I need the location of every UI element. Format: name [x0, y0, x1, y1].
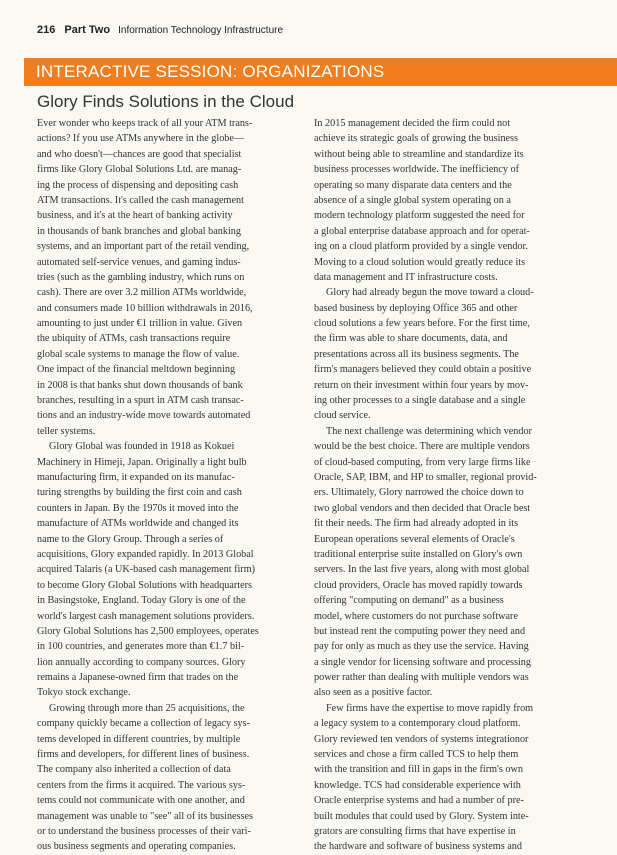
- left-text-line: ing the process of dispensing and depositing cash: [37, 179, 239, 191]
- left-text-line: tries (such as the gambling industry, which runs on: [37, 271, 245, 283]
- left-column: [37, 116, 305, 855]
- right-text-line: but instead rent the computing power they need and: [314, 625, 526, 637]
- left-text-line: the ubiquity of ATMs, cash transactions require: [37, 333, 231, 345]
- left-text-line: to become Glory Global Solutions with headquarters: [37, 579, 253, 591]
- right-text-line: offering "computing on demand" as a business: [314, 595, 504, 607]
- left-text-line: global scale systems to manage the flow of value.: [37, 348, 240, 360]
- right-text-line: without being able to streamline and standardize its: [314, 148, 524, 160]
- left-text-line: and consumers made 10 billion withdrawals in 2016,: [37, 302, 253, 314]
- right-text-line: ing on a cloud platform provided by a single vendor.: [314, 241, 528, 253]
- right-text-line: Oracle enterprise systems and had a number of pre-: [314, 795, 524, 807]
- left-text-line: in thousands of bank branches and global banking: [37, 225, 241, 237]
- right-text-line: based business by deploying Office 365 and other: [314, 302, 518, 314]
- right-text-line: also seen as a positive factor.: [314, 687, 433, 699]
- right-text-line: ers. Ultimately, Glory narrowed the choice down to: [314, 487, 524, 499]
- right-text-line: with the transition and fill in gaps in the firm's own: [314, 764, 523, 776]
- right-text-line: two global vendors and then decided that Oracle best: [314, 502, 531, 514]
- right-text-line: traditional enterprise suite installed on Glory's own: [314, 548, 523, 560]
- left-text-line: manufacture of ATMs worldwide and changed its: [37, 518, 239, 530]
- left-text-line: tems could not communicate with one another, and: [37, 795, 245, 807]
- left-text-line: remains a Japanese-owned firm that trades on the: [37, 672, 239, 684]
- left-text-line: centers from the firms it acquired. The various sys-: [37, 779, 246, 791]
- right-text-line: presentations across all its business segments. The: [314, 348, 519, 360]
- left-text-line: and who doesn't—chances are good that specialist: [37, 148, 242, 160]
- left-text-line: business, and it's at the heart of banking activity: [37, 210, 233, 222]
- left-text-line: One impact of the financial meltdown beginning: [37, 364, 236, 376]
- right-text-line: Moving to a cloud solution would greatly reduce its: [314, 256, 526, 268]
- left-text-line: acquisitions, Glory expanded rapidly. In 2013 Global: [37, 548, 254, 560]
- right-text-line: ing other processes to a single database and a single: [314, 395, 526, 407]
- right-text-line: servers. In the last five years, along with most global: [314, 564, 530, 576]
- left-text-line: in 2008 is that banks shut down thousands of bank: [37, 379, 243, 391]
- right-text-line: European operations several elements of Oracle's: [314, 533, 515, 545]
- right-text-line: cloud solutions a few years before. For the first time,: [314, 318, 530, 330]
- right-text-line: operating so many disparate data centers and the: [314, 179, 512, 191]
- left-text-line: branches, resulting in a spurt in ATM cash transac-: [37, 395, 244, 407]
- right-text-line: a legacy system to a contemporary cloud platform.: [314, 718, 521, 730]
- right-text-line: fit their needs. The firm had already adopted in its: [314, 518, 519, 530]
- left-text-line: ATM transactions. It's called the cash management: [37, 194, 244, 206]
- right-text-line: built modules that could used by Glory. System inte-: [314, 810, 529, 822]
- right-text-line: model, where customers do not purchase software: [314, 610, 518, 622]
- session-banner: [24, 58, 617, 86]
- left-text-line: Tokyo stock exchange.: [37, 687, 131, 699]
- left-text-line: firms and developers, for different lines of business.: [37, 749, 250, 761]
- page-number: 216: [37, 24, 56, 36]
- left-text-line: The company also inherited a collection of data: [37, 764, 231, 776]
- left-text-line: Machinery in Himeji, Japan. Originally a light bulb: [37, 456, 247, 468]
- left-text-line: cash). There are over 3.2 million ATMs worldwide,: [37, 287, 247, 299]
- part-label: Part Two: [64, 24, 111, 36]
- right-text-line: modern technology platform suggested the need for: [314, 210, 525, 222]
- left-text-line: in Basingstoke, England. Today Glory is one of the: [37, 595, 246, 607]
- right-text-line: The next challenge was determining which vendor: [326, 425, 532, 437]
- right-text-line: grators are consulting firms that have expertise in: [314, 825, 516, 837]
- left-text-line: Glory Global was founded in 1918 as Kokuei: [49, 441, 235, 453]
- right-text-line: In 2015 management decided the firm could not: [314, 118, 511, 129]
- right-text-line: firm's managers believed they could obtain a positive: [314, 364, 532, 376]
- right-text-line: absence of a single global system operating on a: [314, 194, 511, 206]
- right-text-line: the hardware and software of business systems and: [314, 841, 522, 853]
- left-text-line: Growing through more than 25 acquisitions, the: [49, 702, 245, 714]
- right-text-line: knowledge. TCS had considerable experience with: [314, 779, 521, 791]
- left-text-line: manufacturing firm, it expanded on its manufac-: [37, 471, 235, 483]
- right-text-line: achieve its strategic goals of growing the business: [314, 133, 518, 145]
- right-text-line: return on their investment within four years by mov-: [314, 379, 529, 391]
- article-title: Glory Finds Solutions in the Cloud: [37, 92, 295, 111]
- left-text-line: name to the Glory Group. Through a series of: [37, 533, 224, 545]
- left-text-line: in 100 countries, and generates more than €1.7 bil-: [37, 641, 245, 653]
- left-text-line: tems developed in different countries, by multiple: [37, 733, 241, 745]
- left-text-line: world's largest cash management solutions providers.: [37, 610, 255, 622]
- left-text-line: Ever wonder who keeps track of all your ATM trans-: [37, 118, 253, 129]
- right-text-line: the firm was able to share documents, data, and: [314, 333, 508, 345]
- left-text-line: or to understand the business processes of their vari-: [37, 825, 251, 837]
- right-text-line: a global enterprise database approach and for operat-: [314, 225, 530, 237]
- right-text-line: of cloud-based computing, from very large firms like: [314, 456, 531, 468]
- right-text-line: pay for only as much as they use the service. Having: [314, 641, 529, 653]
- left-text-line: systems, and an important part of the retail vending,: [37, 241, 250, 253]
- running-head-title: Information Technology Infrastructure: [118, 25, 284, 36]
- right-text-line: a single vendor for licensing software and processing: [314, 656, 531, 668]
- right-text-line: business processes worldwide. The inefficiency of: [314, 164, 520, 176]
- right-text-line: Oracle, SAP, IBM, and HP to smaller, regional provid-: [314, 471, 537, 483]
- left-text-line: amounting to just under €1 trillion in value. Given: [37, 318, 243, 330]
- left-text-line: turing strengths by building the first coin and cash: [37, 487, 242, 499]
- left-text-line: actions? If you use ATMs anywhere in the globe—: [37, 133, 245, 145]
- left-text-line: lion annually according to company sources. Glory: [37, 656, 246, 668]
- right-text-line: Glory had already begun the move toward a cloud-: [326, 287, 534, 299]
- left-text-line: management was unable to "see" all of its businesses: [37, 810, 253, 822]
- page-header: [37, 24, 283, 36]
- left-text-line: counters in Japan. By the 1970s it moved into the: [37, 502, 239, 514]
- banner-title: INTERACTIVE SESSION: ORGANIZATIONS: [36, 62, 385, 81]
- left-text-line: Glory Global Solutions has 2,500 employees, operates: [37, 625, 259, 637]
- left-text-line: automated self-service venues, and gaming indus-: [37, 256, 241, 268]
- right-text-line: power rather than dealing with multiple vendors was: [314, 672, 529, 684]
- left-text-line: tions and an industry-wide move towards automated: [37, 410, 251, 422]
- right-text-line: would be the best choice. There are multiple vendors: [314, 441, 530, 453]
- right-text-line: cloud providers, Oracle has moved rapidly towards: [314, 579, 523, 591]
- right-text-line: Glory reviewed ten vendors of systems integrationor: [314, 733, 529, 745]
- right-text-line: Few firms have the expertise to move rapidly from: [326, 702, 534, 714]
- left-text-line: firms like Glory Global Solutions Ltd. are manag-: [37, 164, 242, 176]
- left-text-line: ous business segments and operating companies.: [37, 841, 236, 853]
- right-text-line: data management and IT infrastructure costs.: [314, 271, 498, 283]
- right-column: [314, 116, 582, 855]
- left-text-line: company quickly became a collection of legacy sys-: [37, 718, 251, 730]
- left-text-line: teller systems.: [37, 425, 96, 437]
- right-text-line: services and chose a firm called TCS to help them: [314, 749, 519, 761]
- right-text-line: cloud service.: [314, 410, 371, 422]
- left-text-line: acquired Talaris (a UK-based cash management firm): [37, 564, 256, 576]
